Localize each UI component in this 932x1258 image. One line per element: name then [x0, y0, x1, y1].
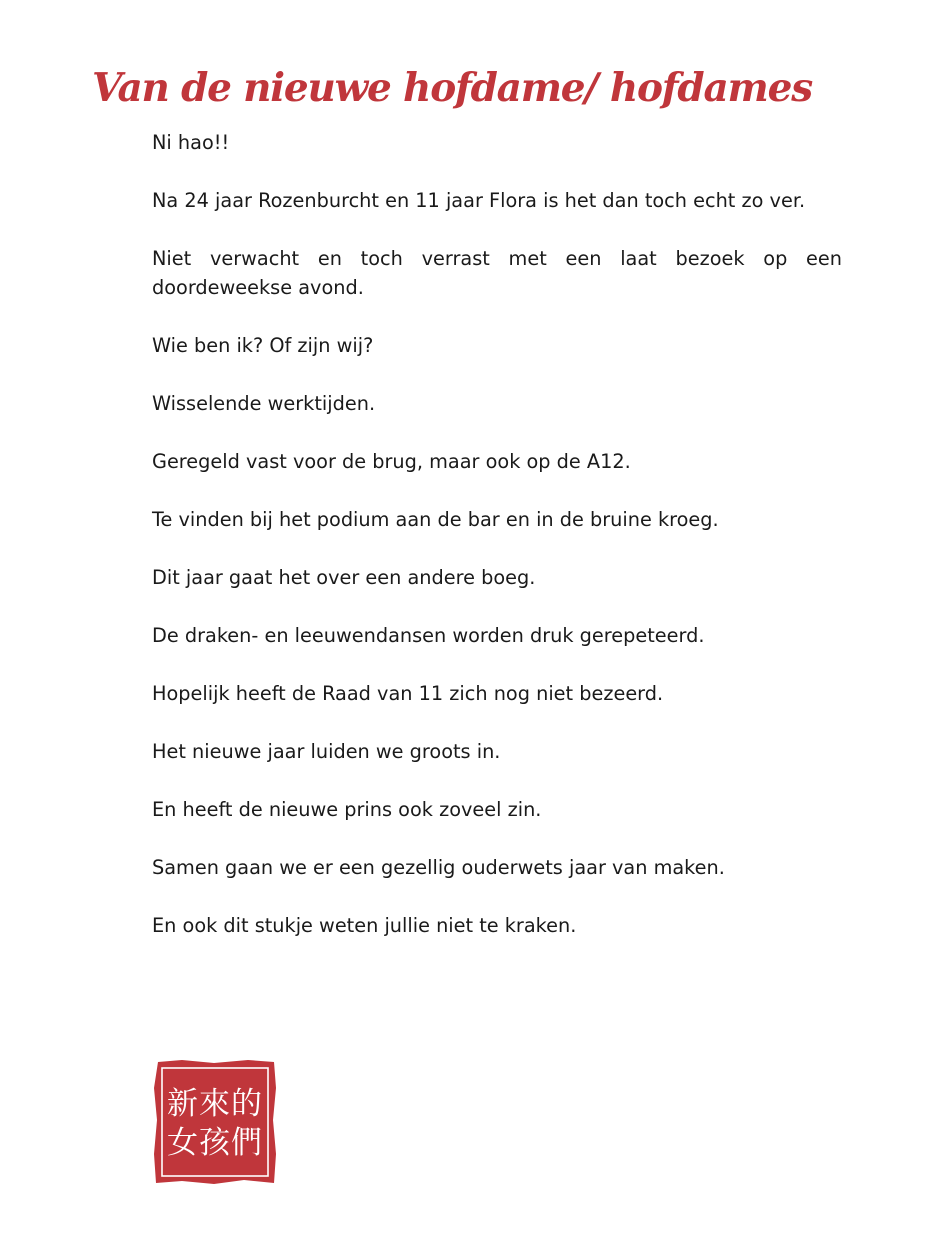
poem-line: De draken- en leeuwendansen worden druk gerepeteerd.	[152, 624, 705, 647]
seal-text-line-1: 新來的	[167, 1086, 263, 1122]
poem-line: Na 24 jaar Rozenburcht en 11 jaar Flora is het dan toch echt zo ver.	[152, 189, 806, 212]
poem-line: En ook dit stukje weten jullie niet te kraken.	[152, 914, 577, 937]
page-title: Van de nieuwe hofdame/ hofdames	[92, 65, 812, 111]
poem-body	[152, 128, 842, 969]
seal-background	[154, 1060, 276, 1184]
poem-line: Niet verwacht en toch verrast met een laat bezoek op een doordeweekse avond.	[152, 247, 842, 299]
poem-line: Dit jaar gaat het over een andere boeg.	[152, 566, 536, 589]
poem-line: Ni hao!!	[152, 131, 230, 154]
seal-text-line-2: 女孩們	[167, 1125, 263, 1161]
poem-line: Te vinden bij het podium aan de bar en in de bruine kroeg.	[152, 508, 719, 531]
poem-line: Samen gaan we er een gezellig ouderwets jaar van maken.	[152, 856, 725, 879]
poem-line: En heeft de nieuwe prins ook zoveel zin.	[152, 798, 542, 821]
poem-line: Wisselende werktijden.	[152, 392, 376, 415]
poem-line: Het nieuwe jaar luiden we groots in.	[152, 740, 501, 763]
poem-line: Hopelijk heeft de Raad van 11 zich nog niet bezeerd.	[152, 682, 664, 705]
chinese-seal-stamp-icon	[152, 1058, 278, 1186]
seal-graphic	[152, 1058, 278, 1186]
poem-line: Wie ben ik? Of zijn wij?	[152, 334, 374, 357]
poem-line: Geregeld vast voor de brug, maar ook op de A12.	[152, 450, 631, 473]
